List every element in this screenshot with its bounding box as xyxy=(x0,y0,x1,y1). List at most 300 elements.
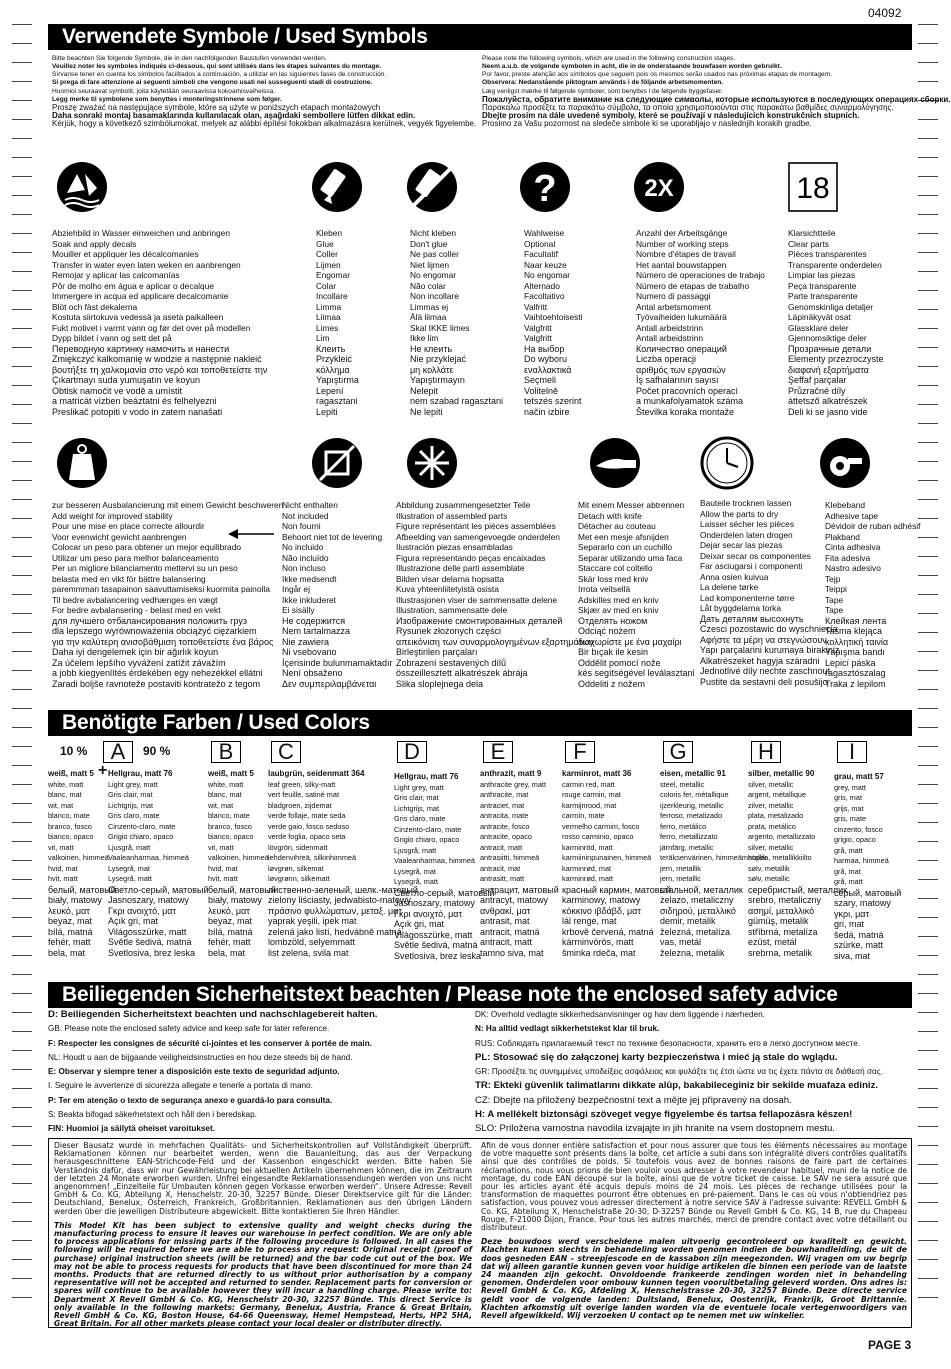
color-name-line: ferroso, metalizado xyxy=(660,811,723,820)
intro-line: Dbejte prosím na dále uvedené symboly, které se používají v následujících konstrukčních stupních. xyxy=(482,111,860,121)
color-name-line: jern, metallic xyxy=(660,874,701,883)
color-name-line: anthrazit, matt 9 xyxy=(480,769,542,778)
margin-dash xyxy=(918,784,938,785)
symbol-caption-line: a jobb kiegyenlítés érdekében egy nehezékkel ellátni xyxy=(52,668,263,678)
symbol-caption-line: Immergere in acqua ed applicare decalcomanie xyxy=(52,291,229,301)
color-name-line: hopea, metallikkiilto xyxy=(748,853,812,862)
margin-dash xyxy=(12,100,32,101)
margin-dash xyxy=(918,1126,938,1127)
symbol-caption-line: Utilizar um peso para melhor balanceamento xyxy=(52,552,219,563)
color-name-line: lombzöld, selyemmatt xyxy=(268,937,356,947)
margin-dash xyxy=(918,1221,938,1222)
color-name-line: Gris claro, mate xyxy=(108,811,160,820)
color-name-line: серый, матовый xyxy=(834,887,902,898)
color-name-line: šminka rdeča, mat xyxy=(562,947,636,958)
symbol-caption-line: Transparente onderdelen xyxy=(788,259,882,270)
row1-optional-text xyxy=(524,228,632,417)
symbol-caption-line: Dejar secar las piezas xyxy=(700,540,783,550)
color-name-line: λευκό, ματ xyxy=(208,905,250,916)
symbol-caption-line: Add weight for improved stability xyxy=(52,510,173,521)
color-name-line: Világosszürke, matt xyxy=(108,926,187,937)
margin-dash xyxy=(12,594,32,595)
symbol-caption-line: zur besseren Ausbalancierung mit einem Gewicht beschweren xyxy=(52,500,284,510)
symbol-caption-line: Yapıştırmayın xyxy=(410,375,465,385)
symbol-caption-line: Клеить xyxy=(316,343,346,354)
margin-dash xyxy=(12,518,32,519)
color-name-line: grau, matt 57 xyxy=(834,772,884,781)
color-name-line: λευκό, ματ xyxy=(48,905,90,916)
margin-dash xyxy=(12,499,32,500)
symbol-caption-line: Anzahl der Arbeitsgänge xyxy=(636,228,728,238)
color-name-line: Hellgrau, matt 76 xyxy=(394,772,459,781)
symbol-caption-line: Antall arbeidstrinn xyxy=(636,322,704,333)
color-name-line: weiß, matt 5 xyxy=(208,769,254,778)
symbol-caption-line: Volitelně xyxy=(524,385,559,396)
symbol-caption-line: Niet lijmen xyxy=(410,259,450,270)
color-name-line: γκρι, ματ xyxy=(834,908,870,919)
margin-dash xyxy=(12,119,32,120)
color-name-line: karminrød, matt xyxy=(562,874,614,883)
margin-dash xyxy=(918,936,938,937)
margin-dash xyxy=(918,1031,938,1032)
symbol-caption-line: Zobrazení sestavených dílů xyxy=(396,657,507,668)
margin-dash xyxy=(918,1259,938,1260)
symbol-caption-line: Valfritt xyxy=(524,301,548,312)
margin-dash xyxy=(12,556,32,557)
color-name-line: harmaa, himmeä xyxy=(834,856,889,865)
symbol-caption-line: κόλλημα xyxy=(316,364,350,375)
color-name-line: silver, metallic xyxy=(748,779,794,789)
margin-dash xyxy=(12,632,32,633)
symbol-caption-line: Til bedre avbalancering vedhænges en vægt xyxy=(52,594,218,605)
color-name-line: стальной, металлик xyxy=(660,884,743,895)
margin-dash xyxy=(12,1164,32,1165)
symbol-caption-line: Number of working steps xyxy=(636,238,729,249)
margin-dash xyxy=(918,1183,938,1184)
color-name-line: grå, matt xyxy=(834,845,863,855)
color-name-line: Gris claro, mate xyxy=(394,814,446,823)
symbol-caption-line: Allow the parts to dry xyxy=(700,508,779,519)
symbol-caption-line: Colar xyxy=(316,280,337,291)
intro-line: Daha sonraki montaj basamaklarında kullanılacak olan, aşağıdaki sembollere lütfen dikkat edin. xyxy=(52,111,416,121)
symbol-caption-line: Nem tartalmazza xyxy=(282,626,351,636)
color-name-line: красный кармин, матовый xyxy=(562,884,672,895)
margin-dash xyxy=(918,1164,938,1165)
margin-dash xyxy=(12,765,32,766)
margin-dash xyxy=(12,822,32,823)
margin-dash xyxy=(12,1088,32,1089)
symbol-caption-line: áttetsző alkatrészek xyxy=(788,396,868,406)
symbol-caption-line: kés segítségével leválasztani xyxy=(578,668,695,678)
color-name-line: bianco, opaco xyxy=(48,832,94,841)
color-name-line: antracite, fosco xyxy=(480,821,530,831)
symbol-caption-line: Elementy przezroczyste xyxy=(788,354,884,364)
symbol-caption-line: Clear parts xyxy=(788,238,829,249)
color-name-line: gri, mat xyxy=(834,919,865,929)
color-name-line: Светло-серый, матовый xyxy=(108,884,209,895)
margin-dash xyxy=(12,841,32,842)
color-name-line: yaprak yeşili, ipek mat xyxy=(268,916,357,926)
color-column xyxy=(660,769,767,958)
color-name-line: white, matt xyxy=(208,779,244,789)
symbol-caption-line: paremmman tasapainon saavuttamiseksi kuormita painolla xyxy=(52,584,270,594)
symbol-caption-line: Limpiar las piezas xyxy=(788,270,856,280)
assembled-parts-icon xyxy=(405,436,459,490)
color-name-line: zielony liściasty, jedwabisto-matowy xyxy=(268,895,411,905)
mix-plus: + xyxy=(98,762,108,779)
legal-paragraph: Afin de vous donner entière satisfaction et pour nous assurer que tous les éléments nécessaires au montage de votre maquette sont présents dans la boîte, cet article a subi dans son intégralité divers contrôles qualitatifs ainsi que des contrôles de poids. Si toutefois vous avez de bonnes raisons de faire part de certaines réclamations, nous vous prions de bien vouloir vous adresser à votre revendeur habituel, muni de la notice de montage, du code EAN découpé sur la boîte, ainsi que de votre ticket de caisse. Le SAV ne sera assuré que pour les articles ayant été acquis depuis moins de 24 mois. Les pièces de rechange utilisées pour la transformation de maquettes pourront être obtenues en pré-paiement. Dans le cas où vous n'obtiendriez pas satisfaction, vous pouvez vous adresser directement à notre service SAV à l'adresse suivante: REVELL GmbH & Co. KG, Abteilung X, Henschelstraße 20-30, D-32257 Bünde ou Revell GmbH & Co. KG, 14 B, rue du Chapeau Rouge, F-21000 Dijon, France. Pour tous les autres marchés, merci de prendre contact avec votre détaillant ou distributeur. xyxy=(481,1141,907,1233)
color-name-line: plata, metalizado xyxy=(748,811,804,820)
color-letter-i: I xyxy=(837,741,867,763)
margin-dash xyxy=(12,974,32,975)
color-name-line: løvgrønn, silkematt xyxy=(268,874,330,883)
symbol-caption-line: Nie zawiera xyxy=(282,636,330,647)
color-name-line: argent, métallique xyxy=(748,790,807,799)
symbol-caption-line: dla lepszego wyrównoważenia obciążyć ciężarkiem xyxy=(52,626,257,636)
symbol-caption-line: Ikke inkluderet xyxy=(282,594,336,605)
symbol-caption-line: Количество операций xyxy=(636,343,727,354)
margin-dash xyxy=(12,1107,32,1108)
color-name-line: Cinzento-claro, mate xyxy=(108,821,176,831)
symbol-caption-line: Illustrazione delle parti assemblate xyxy=(396,563,525,573)
symbol-caption-line: κολλητική ταινία xyxy=(825,636,889,647)
symbol-caption-line: Nie przyklejać xyxy=(410,354,467,364)
symbol-caption-line: Ingår ej xyxy=(282,584,310,594)
color-name-line: ferro, metálico xyxy=(660,821,707,831)
symbol-caption-line: Gjennomsiktige deler xyxy=(788,333,867,343)
symbol-caption-line: Tape xyxy=(825,594,844,605)
color-name-line: vas, metál xyxy=(660,937,702,947)
symbol-caption-line: Teippi xyxy=(825,584,847,594)
color-name-line: biały, matowy xyxy=(48,895,102,905)
color-name-line: bílá, matná xyxy=(48,926,93,937)
symbol-caption-line: Illustration, sammensatte dele xyxy=(396,605,508,615)
symbol-caption-line: Δεν συμπεριλαμβάνεται xyxy=(282,678,377,689)
symbol-caption-line: Älä liimaa xyxy=(410,312,447,322)
row2-assembled-text xyxy=(396,500,594,689)
symbol-caption-line: διαφανή εξαρτήματα xyxy=(788,364,869,375)
symbol-caption-line: Työvaiheiden lukumäärä xyxy=(636,312,727,322)
symbol-caption-line: Transfer in water even laten weken en aanbrengen xyxy=(52,259,241,270)
row2-tape-text xyxy=(825,500,921,689)
margin-dash xyxy=(918,119,938,120)
color-name-line: karminröd, matt xyxy=(562,842,613,852)
margin-dash xyxy=(918,974,938,975)
margin-dash xyxy=(12,1240,32,1241)
symbol-caption-line: Не содержится xyxy=(282,615,346,626)
color-name-line: antracite, opaco xyxy=(480,832,532,841)
color-name-line: bílá, matná xyxy=(208,926,253,937)
symbol-caption-line: Låt byggdelarna torka xyxy=(700,603,782,613)
pointer-arrow-icon xyxy=(228,527,274,541)
symbol-caption-line: No engomar xyxy=(410,270,457,280)
color-name-line: vit, matt xyxy=(48,842,74,852)
safety-header: Beiliegenden Sicherheitstext beachten / Please note the enclosed safety advice xyxy=(48,982,912,1008)
color-name-line: sølv, metallik xyxy=(748,863,790,873)
color-name-line: lövgrön, sidenmatt xyxy=(268,842,328,852)
color-name-line: Grigio chiaro, opaco xyxy=(108,832,174,841)
margin-dash xyxy=(918,176,938,177)
color-name-line: Light grey, matt xyxy=(394,782,444,792)
symbol-caption-line: Дать деталям высохнуть xyxy=(700,613,804,624)
color-name-line: blanc, mat xyxy=(48,790,82,799)
page-number-top: 04092 xyxy=(868,6,902,20)
symbol-caption-line: Mit einem Messer abtrennen xyxy=(578,500,685,510)
symbol-caption-line: Lijmen xyxy=(316,259,341,270)
margin-dash xyxy=(918,651,938,652)
color-name-line: rouge carmin, mat xyxy=(562,790,621,799)
margin-dash xyxy=(918,1297,938,1298)
margin-dash xyxy=(918,841,938,842)
color-name-line: teräksenvärinen, himmeämetallik xyxy=(660,853,767,862)
symbol-caption-line: ragasztani xyxy=(316,396,358,406)
color-name-line: hvid, mat xyxy=(208,863,238,873)
legal-paragraph: Dieser Bausatz wurde in mehrfachen Qualitäts- und Sicherheitskontrollen auf Vollständigkeit überprüft. Reklamationen können nur bearbeitet werden, wenn die Bauanleitung, das aus der Verpackung herausgeschnittene EAN-Strichcode-Feld und der Kassenbon eingeschickt werden. Bitte haben Sie Verständnis dafür, dass wir nur Gewährleistung bei aktuellen Artikeln übernehmen können, die im Zeitraum der letzten 24 Monate erworben wurden. Unfrei eingesandte Reklamationssendungen werden von uns nicht angenommen! „Einzelteile für Umbauten können gegen Vorkasse erworben werden“. Unsere Adresse: Revell GmbH & Co. KG, Abteilung X, Henschelstr. 20-30, 32257 Bünde. Dieser Direktservice gilt für die Länder: Deutschland, Benelux, Österreich, Frankreich, Großbritannien. Reklamationen aus den übrigen Ländern werden über die jeweiligen Distributeure abgewickelt. Bitte kontaktieren Sie Ihren Händler. xyxy=(54,1141,472,1216)
margin-dash xyxy=(918,309,938,310)
margin-dash xyxy=(918,670,938,671)
symbol-caption-line: Bir bıçak ile kesin xyxy=(578,647,649,657)
color-name-line: prata, metálico xyxy=(748,821,796,831)
color-name-line: Svetlosiva, brez leska xyxy=(108,947,196,958)
margin-dash xyxy=(918,233,938,234)
color-letter-e: E xyxy=(483,741,513,763)
color-name-line: antracita, mate xyxy=(480,811,529,820)
symbol-caption-line: Facultatif xyxy=(524,249,558,259)
intro-line: Veuillez noter les symboles indiqués ci-dessous, qui sont utilisés dans les étapes suivantes du montage. xyxy=(52,63,382,71)
color-name-line: leaf green, silky-matt xyxy=(268,779,336,789)
color-name-line: anthracite grey, matt xyxy=(480,779,546,789)
intro-line: Kérjük, hogy a következő szimbólumokat, melyek az alábbi építési fokokban alkalmazásra kerülnek, vegyék figyelembe. xyxy=(52,119,477,129)
color-name-line: grå, matt xyxy=(834,877,863,886)
color-name-line: karmijnrood, mat xyxy=(562,800,617,810)
legal-right xyxy=(481,1142,907,1326)
margin-dash xyxy=(12,1069,32,1070)
safety-line: DK: Overhold vedlagte sikkerhedsanvisninger og hav dem liggende i nærheden. xyxy=(475,1010,765,1019)
symbol-caption-line: İçerisinde bulunmamaktadır xyxy=(282,657,393,668)
margin-dash xyxy=(12,423,32,424)
symbol-caption-line: Per un migliore bilanciamento mettervi su un peso xyxy=(52,563,238,573)
color-name-line: антрацит, матовый xyxy=(480,884,559,895)
color-name-line: grigio, opaco xyxy=(834,835,876,844)
symbol-caption-line: Çıkartmayı suda yumuşatın ve koyun xyxy=(52,375,201,385)
symbol-caption-line: Plakband xyxy=(825,531,860,542)
margin-dash xyxy=(918,1202,938,1203)
row1-decal-text xyxy=(52,228,307,417)
symbol-caption-line: βουτήξτε τη χαλκομανία στο νερό και τοποθετείστε την xyxy=(52,364,268,375)
color-name-line: weiß, matt 5 xyxy=(48,769,94,778)
safety-line: GB: Please note the enclosed safety advice and keep safe for later reference. xyxy=(48,1024,330,1034)
margin-dash xyxy=(12,81,32,82)
color-letter-b: B xyxy=(211,741,241,763)
margin-dash xyxy=(12,233,32,234)
symbol-caption-line: Yapı parçalarini kurumaya birakiniz xyxy=(700,645,840,655)
margin-dash xyxy=(12,1050,32,1051)
color-name-line: carmín, mate xyxy=(562,811,605,820)
symbol-caption-line: Изображение смонтированных деталей xyxy=(396,615,563,626)
color-name-line: Světle šedivá, matná xyxy=(394,940,478,950)
color-name-line: anthracite, mat xyxy=(480,790,529,799)
margin-dash xyxy=(918,480,938,481)
margin-dash xyxy=(918,1088,938,1089)
color-name-line: lál renge, mat xyxy=(562,916,617,926)
symbol-caption-line: Afbeelding van samengevoegde onderdelen xyxy=(396,531,560,542)
margin-dash xyxy=(12,214,32,215)
symbol-caption-line: Staccare col coltello xyxy=(578,563,653,573)
symbol-caption-line: Klebeband xyxy=(825,500,866,510)
color-name-line: grå, mat xyxy=(834,866,861,876)
symbol-caption-line: Отделять ножом xyxy=(578,615,648,626)
symbol-caption-line: Переводную картинку намочить и нанести xyxy=(52,343,230,354)
symbol-caption-line: Far asciugarsi i componenti xyxy=(700,561,803,571)
symbol-caption-line: nem szabad ragasztani xyxy=(410,396,504,406)
safety-line: H: A mellékelt biztonsági szöveget vegye figyelembe és tartsa fellapozásra készen! xyxy=(475,1109,853,1121)
symbol-caption-line: για την καλύτερη ανισοβάθμιση τοποθετείστε ένα βάρος xyxy=(52,636,274,647)
color-column xyxy=(834,772,916,961)
color-name-line: antrasitt, matt xyxy=(480,874,525,883)
color-name-line: bladgroen, zijdemat xyxy=(268,800,332,810)
symbol-caption-line: Nombre d'étapes de travail xyxy=(636,249,736,259)
symbol-caption-line: Adhesive tape xyxy=(825,510,879,521)
symbol-caption-line: İş safhalarının sayısı xyxy=(636,375,719,385)
margin-dash xyxy=(918,955,938,956)
margin-dash xyxy=(918,347,938,348)
margin-dash xyxy=(12,176,32,177)
margin-dash xyxy=(12,385,32,386)
symbol-caption-line: Nicht kleben xyxy=(410,228,457,238)
symbol-caption-line: Traka z lepilom xyxy=(825,678,886,689)
symbol-caption-line: Taśma klejąca xyxy=(825,626,883,636)
safety-line: SLO: Priložena varnostna navodila izvajajte in jih hranite na vsem dostopnem mestu. xyxy=(475,1123,835,1135)
intro-line: Bitte beachten Sie folgende Symbole, die in den nachfolgenden Baustufen verwendet werden. xyxy=(52,55,327,62)
margin-dash xyxy=(12,1145,32,1146)
symbol-caption-line: απεικόνιση των συναρμολογημένων εξαρτημάτων xyxy=(396,636,594,647)
question-glyph: ? xyxy=(533,168,557,210)
symbol-caption-line: Jednotlivé díly nechte zaschnout xyxy=(700,666,831,676)
symbol-caption-line: Průzračné díly xyxy=(788,385,846,396)
color-name-line: ferro, metallizzato xyxy=(660,832,718,841)
color-name-line: Grigio chiaro, opaco xyxy=(394,835,460,844)
color-name-line: bela, mat xyxy=(208,947,246,958)
color-name-line: Svetlosiva, brez leska xyxy=(394,950,482,961)
color-name-line: hvid, mat xyxy=(48,863,78,873)
symbol-caption-line: Ilustración piezas ensambladas xyxy=(396,542,513,552)
color-name-line: ασημί, μεταλλικό xyxy=(748,905,815,916)
margin-dash xyxy=(12,993,32,994)
safety-line: E: Observar y siempre tener a disposición este texto de seguridad adjunto. xyxy=(48,1067,340,1077)
color-name-line: Lysegrå, matt xyxy=(394,877,438,886)
mix-pct-b: 90 % xyxy=(143,744,171,758)
color-name-line: antracit, matt xyxy=(480,842,523,852)
intro-line: Læg venligst mærke til følgende symboler, som benyttes i de følgende byggefaser. xyxy=(482,87,723,95)
symbol-caption-line: Seçmeli xyxy=(524,375,557,385)
color-name-line: серебристый, металлик xyxy=(748,884,848,895)
symbol-caption-line: Onderdelen laten drogen xyxy=(700,529,793,540)
safety-left-list xyxy=(48,1008,470,1137)
safety-line: P: Ter em atenção o texto de segurança anexo e guardá-lo para consulta. xyxy=(48,1095,333,1105)
symbol-caption-line: Не клеить xyxy=(410,343,453,354)
color-letter-a: A xyxy=(103,741,133,763)
margin-dash xyxy=(12,537,32,538)
symbol-caption-line: No incluido xyxy=(282,542,324,552)
color-name-line: cinzento, fosco xyxy=(834,824,883,834)
margin-dash xyxy=(12,651,32,652)
margin-dash xyxy=(12,1259,32,1260)
margin-dash xyxy=(918,366,938,367)
symbol-caption-line: Odciąć nożem xyxy=(578,626,636,636)
margin-dash xyxy=(918,157,938,158)
working-steps-icon xyxy=(632,160,686,214)
intro-line: Пожалуйста, обратите внимание на следующие символы, которые используются в последующих операциях сборки. xyxy=(482,94,951,104)
color-name-line: Γκρι ανοιχτό, ματ xyxy=(394,908,463,919)
margin-dash xyxy=(918,1240,938,1241)
symbol-caption-line: Številka koraka montaže xyxy=(636,406,735,417)
color-letter-c: C xyxy=(271,741,301,763)
color-name-line: blanc, mat xyxy=(208,790,242,799)
color-letter-h: H xyxy=(751,741,781,763)
not-included-icon xyxy=(310,436,364,490)
symbol-caption-line: Kuva yhteenliitetyistä osista xyxy=(396,584,499,594)
margin-dash xyxy=(12,24,32,25)
row1-no-glue-text xyxy=(410,228,520,417)
symbol-caption-line: Do wyboru xyxy=(524,354,568,364)
symbol-caption-line: Dypp bildet i vann og sett det på xyxy=(52,333,172,343)
color-name-line: Lichtgrijs, mat xyxy=(394,803,440,813)
symbol-caption-line: No engomar xyxy=(524,270,571,280)
color-name-line: antracit, matt xyxy=(480,937,533,947)
symbol-caption-line: Przykleić xyxy=(316,354,353,364)
color-name-line: fehér, matt xyxy=(208,937,251,947)
safety-line: S: Beakta bifogad säkerhetstext och håll den i beredskap. xyxy=(48,1110,257,1120)
symbol-caption-line: Détacher au couteau xyxy=(578,521,656,531)
margin-dash xyxy=(918,860,938,861)
margin-dash xyxy=(12,195,32,196)
row2-not-included-text xyxy=(282,500,393,689)
safety-right-list xyxy=(475,1008,915,1137)
color-name-line: Jasnoszary, matowy xyxy=(394,898,475,908)
symbol-caption-line: Ei sisälly xyxy=(282,605,315,615)
symbol-caption-line: Não incluído xyxy=(282,552,329,563)
color-name-line: Ljusgrå, matt xyxy=(394,845,437,855)
symbol-caption-line: Glassklare deler xyxy=(788,322,849,333)
symbol-caption-line: a munkafolyamatok száma xyxy=(636,396,744,406)
symbol-caption-line: Non incollare xyxy=(410,291,459,301)
symbol-caption-line: Zmiękczyć kalkomanię w wodzie a następnie nakleić xyxy=(52,354,262,364)
symbol-caption-line: Skal IKKE limes xyxy=(410,322,470,333)
margin-dash xyxy=(12,271,32,272)
margin-dash xyxy=(12,746,32,747)
color-name-line: antracit, mat xyxy=(480,863,521,873)
safety-line: NL: Houdt u aan de bijgaande veiligheidsinstructies en hou deze steeds bij de hand. xyxy=(48,1052,353,1062)
color-name-line: siva, mat xyxy=(834,950,871,961)
symbol-caption-line: Pièces transparentes xyxy=(788,249,867,259)
color-name-line: zelená jako listí, hedvábně matná xyxy=(268,926,402,937)
margin-dash xyxy=(12,670,32,671)
margin-dash xyxy=(12,708,32,709)
page-number-bottom: PAGE 3 xyxy=(868,1338,912,1352)
color-name-line: szürke, matt xyxy=(834,940,884,950)
color-name-line: Lysegrå, matt xyxy=(108,874,152,883)
symbol-caption-line: Peça transparente xyxy=(788,280,857,291)
symbol-caption-line: Tape xyxy=(825,605,844,615)
color-name-line: tamno siva, mat xyxy=(480,947,544,958)
symbol-caption-line: Soak and apply decals xyxy=(52,238,137,249)
margin-dash xyxy=(12,1202,32,1203)
symbol-caption-line: Illustration of assembled parts xyxy=(396,510,508,521)
color-name-line: bela, mat xyxy=(48,947,86,958)
color-name-line: gris, mate xyxy=(834,814,867,823)
color-name-line: ezüst, metál xyxy=(748,937,797,947)
dry-time-clock-icon xyxy=(700,436,754,490)
